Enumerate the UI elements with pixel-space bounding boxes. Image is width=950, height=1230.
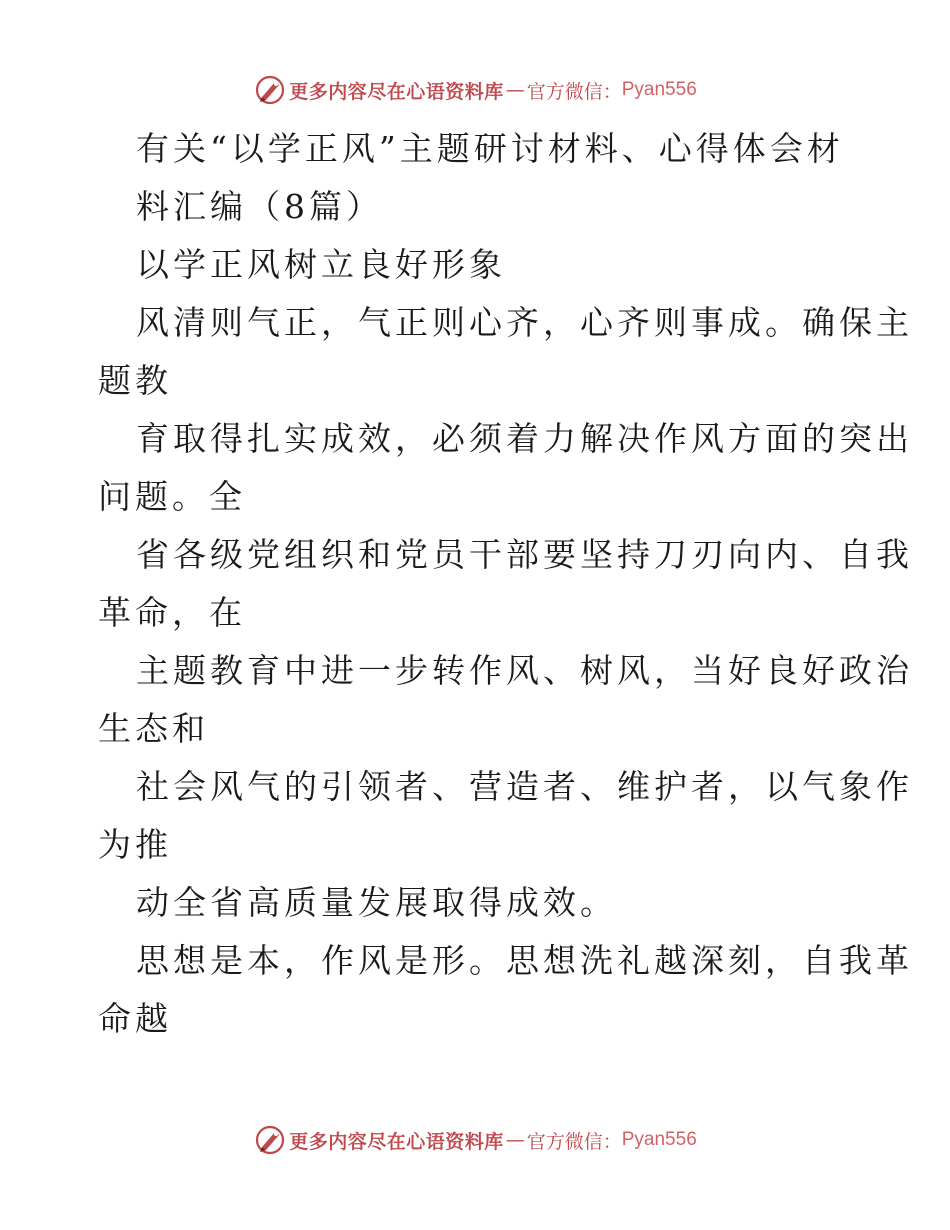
pen-logo-icon [253, 1123, 287, 1157]
watermark-dash: — [505, 1129, 525, 1151]
footer-watermark [0, 1120, 950, 1160]
text-line: 动全省高质量发展取得成效。 [136, 883, 617, 922]
watermark-label: 官方微信： [526, 80, 622, 103]
text-line: 生态和 [98, 709, 209, 748]
watermark-label: 官方微信： [526, 1130, 622, 1153]
text-line: 主题教育中进一步转作风、树风，当好良好政治 [136, 651, 913, 690]
text-line: 革命，在 [98, 593, 246, 632]
watermark-text: 更多内容尽在心语资料库 [289, 1130, 504, 1153]
watermark-dash: — [505, 79, 525, 101]
pen-logo-icon [253, 73, 287, 107]
watermark-wechat-id: Pyan556 [621, 1129, 697, 1150]
text-line: 以学正风树立良好形象 [136, 245, 506, 284]
watermark-wechat-id: Pyan556 [621, 79, 697, 100]
text-line: 社会风气的引领者、营造者、维护者，以气象作 [136, 767, 913, 806]
text-line: 省各级党组织和党员干部要坚持刀刃向内、自我 [136, 535, 913, 574]
text-line: 育取得扎实成效，必须着力解决作风方面的突出 [136, 419, 913, 458]
text-line: 题教 [98, 361, 172, 400]
text-line: 思想是本，作风是形。思想洗礼越深刻，自我革 [136, 941, 913, 980]
text-line: 有关“以学正风”主题研讨材料、心得体会材 [136, 129, 844, 168]
text-line: 命越 [98, 999, 172, 1038]
text-line: 料汇编（8篇） [136, 187, 383, 226]
watermark-text: 更多内容尽在心语资料库 [289, 80, 504, 103]
text-line: 为推 [98, 825, 172, 864]
text-line: 风清则气正，气正则心齐，心齐则事成。确保主 [136, 303, 913, 342]
document-body [98, 120, 913, 1048]
header-watermark [0, 70, 950, 110]
text-line: 问题。全 [98, 477, 246, 516]
